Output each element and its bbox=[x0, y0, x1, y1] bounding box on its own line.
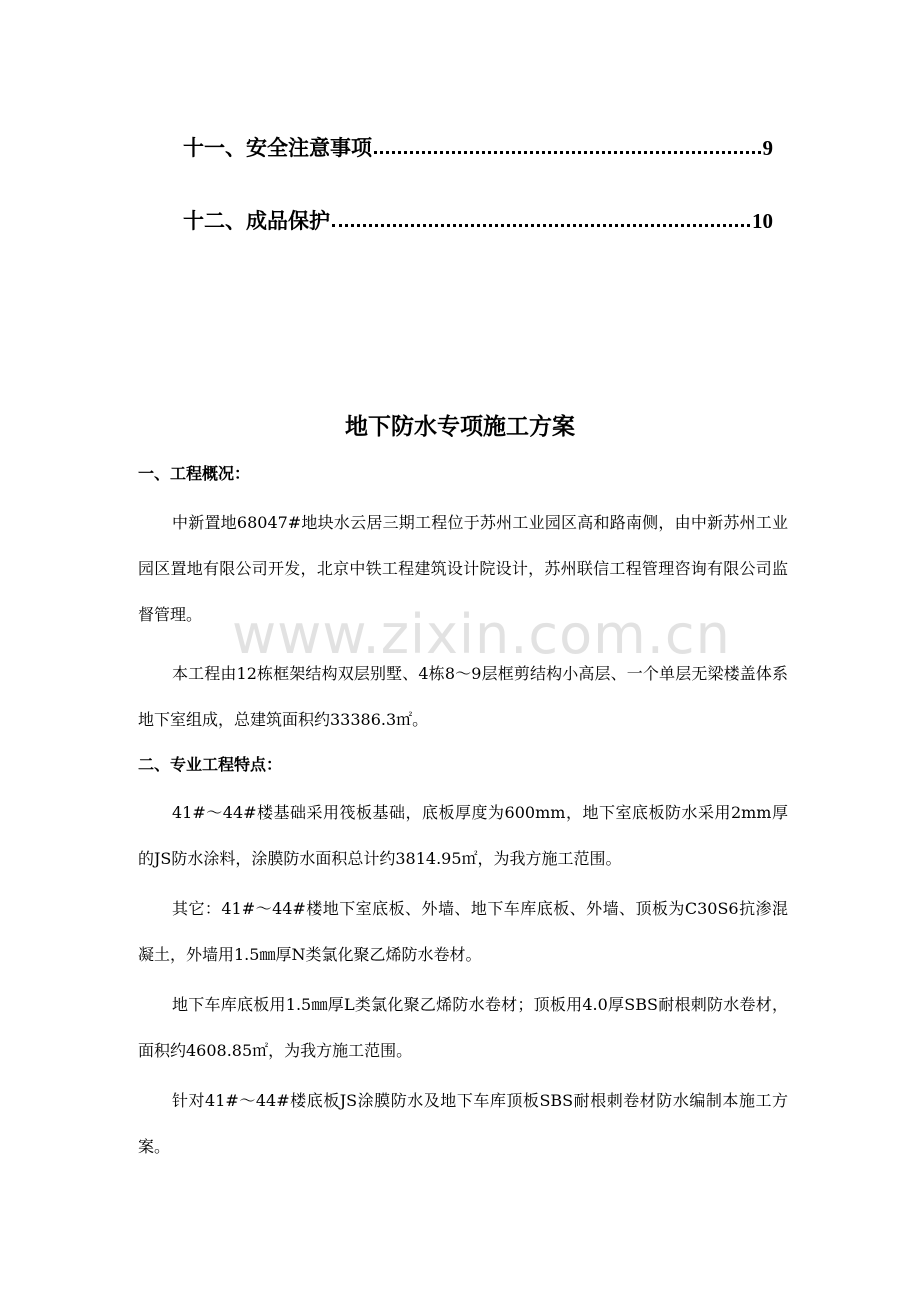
paragraph-features-4: 针对41#～44#楼底板JS涂膜防水及地下车库顶板SBS耐根刺卷材防水编制本施工方案。 bbox=[138, 1091, 788, 1156]
toc-page-number: 9 bbox=[762, 136, 773, 160]
toc-page-number: 10 bbox=[752, 209, 773, 233]
paragraph-features-3: 地下车库底板用1.5㎜厚L类氯化聚乙烯防水卷材；顶板用4.0厚SBS耐根刺防水卷材，面积约4608.85㎡，为我方施工范围。 bbox=[138, 995, 788, 1060]
paragraph-overview-2: 本工程由12栋框架结构双层别墅、4栋8～9层框剪结构小高层、一个单层无梁楼盖体系地下室组成，总建筑面积约33386.3㎡。 bbox=[138, 664, 788, 729]
toc-label: 十二、成品保护 bbox=[183, 209, 330, 233]
watermark: www.zixin.com.cn bbox=[232, 603, 731, 666]
document-title: 地下防水专项施工方案 bbox=[345, 414, 575, 440]
section-heading-features: 二、专业工程特点： bbox=[138, 755, 283, 774]
toc-leader-dots bbox=[332, 224, 750, 227]
toc-entry-protection[interactable] bbox=[183, 201, 773, 241]
paragraph-overview-1: 中新置地68047#地块水云居三期工程位于苏州工业园区高和路南侧，由中新苏州工业园区置地有限公司开发，北京中铁工程建筑设计院设计，苏州联信工程管理咨询有限公司监督管理。 bbox=[138, 513, 788, 624]
toc-label: 十一、安全注意事项 bbox=[183, 136, 372, 160]
section-heading-overview: 一、工程概况： bbox=[138, 464, 251, 483]
toc-entry-safety[interactable] bbox=[183, 128, 773, 168]
paragraph-features-2: 其它：41#～44#楼地下室底板、外墙、地下车库底板、外墙、顶板为C30S6抗渗混凝土，外墙用1.5㎜厚N类氯化聚乙烯防水卷材。 bbox=[138, 899, 788, 964]
toc-leader-dots bbox=[374, 151, 761, 154]
paragraph-features-1: 41#～44#楼基础采用筏板基础，底板厚度为600mm，地下室底板防水采用2mm厚的JS防水涂料，涂膜防水面积总计约3814.95㎡，为我方施工范围。 bbox=[138, 803, 788, 868]
